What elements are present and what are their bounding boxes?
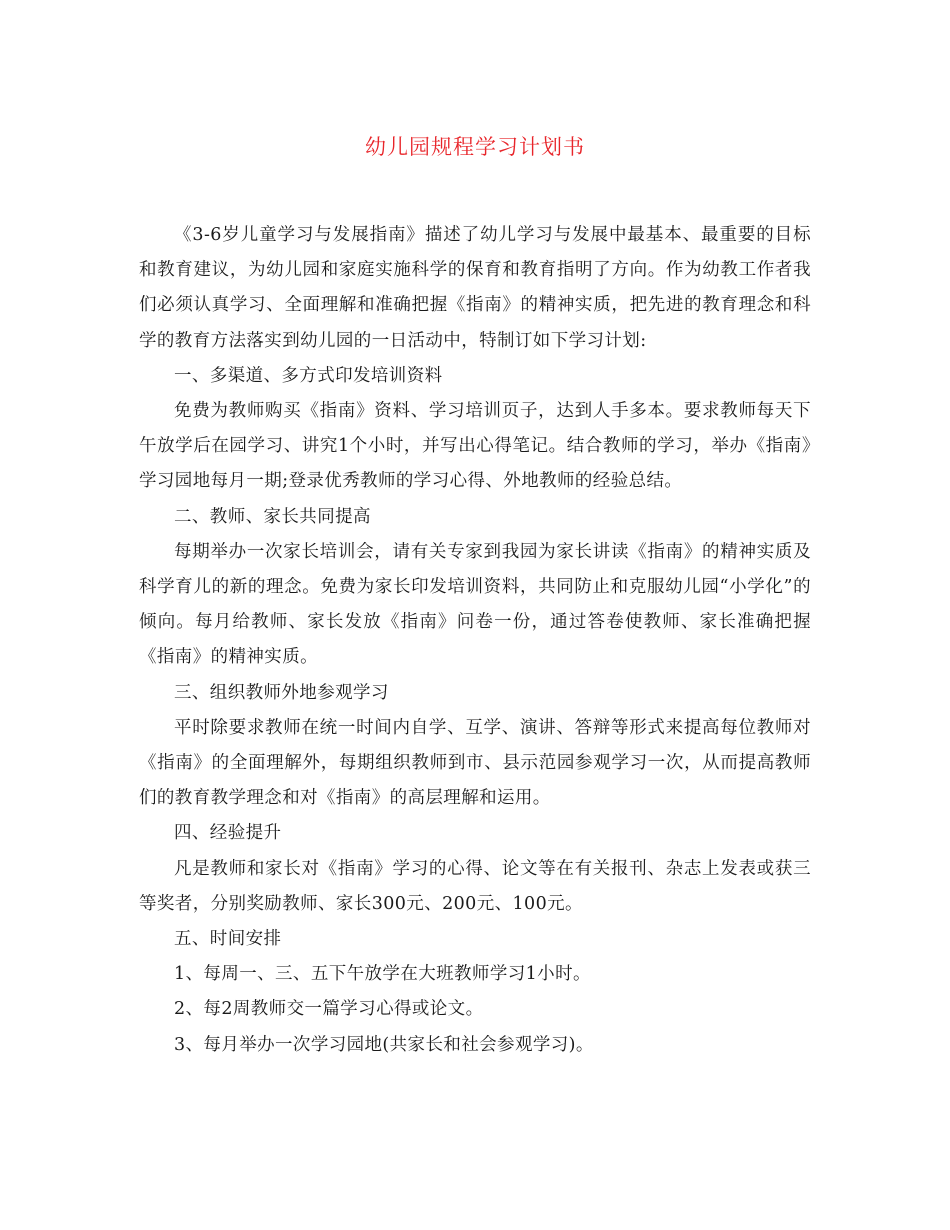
schedule-item-3: 3、每月举办一次学习园地(共家长和社会参观学习)。 bbox=[174, 1034, 594, 1055]
document-body bbox=[139, 218, 811, 1063]
schedule-heading: 五、时间安排 bbox=[174, 929, 282, 950]
section-heading-1: 一、多渠道、多方式印发培训资料 bbox=[174, 365, 443, 386]
section-heading-3: 三、组织教师外地参观学习 bbox=[174, 682, 389, 703]
section-paragraph-4: 凡是教师和家长对《指南》学习的心得、论文等在有关报刊、杂志上发表或获三等奖者，分别奖励教师、家长300元、200元、100元。 bbox=[139, 858, 811, 914]
schedule-item-2: 2、每2周教师交一篇学习心得或论文。 bbox=[174, 999, 484, 1020]
section-paragraph-2: 每期举办一次家长培训会，请有关专家到我园为家长讲读《指南》的精神实质及科学育儿的新的理念。免费为家长印发培训资料，共同防止和克服幼儿园“小学化”的倾向。每月给教师、家长发放《指南》问卷一份，通过答卷使教师、家长准确把握《指南》的精神实质。 bbox=[139, 541, 811, 668]
section-heading-2: 二、教师、家长共同提高 bbox=[174, 506, 371, 527]
section-paragraph-1: 免费为教师购买《指南》资料、学习培训页子，达到人手多本。要求教师每天下午放学后在园学习、讲究1个小时，并写出心得笔记。结合教师的学习，举办《指南》学习园地每月一期;登录优秀教师的学习心得、外地教师的经验总结。 bbox=[139, 401, 811, 492]
intro-paragraph: 《3-6岁儿童学习与发展指南》描述了幼儿学习与发展中最基本、最重要的目标和教育建议，为幼儿园和家庭实施科学的保育和教育指明了方向。作为幼教工作者我们必须认真学习、全面理解和准确把握《指南》的精神实质，把先进的教育理念和科学的教育方法落实到幼儿园的一日活动中，特制订如下学习计划: bbox=[139, 225, 811, 351]
schedule-item-1: 1、每周一、三、五下午放学在大班教师学习1小时。 bbox=[174, 964, 591, 985]
section-heading-4: 四、经验提升 bbox=[174, 823, 282, 844]
document-title: 幼儿园规程学习计划书 bbox=[365, 135, 585, 159]
section-paragraph-3: 平时除要求教师在统一时间内自学、互学、演讲、答辩等形式来提高每位教师对《指南》的全面理解外，每期组织教师到市、县示范园参观学习一次，从而提高教师们的教育教学理念和对《指南》的高层理解和运用。 bbox=[139, 717, 811, 809]
